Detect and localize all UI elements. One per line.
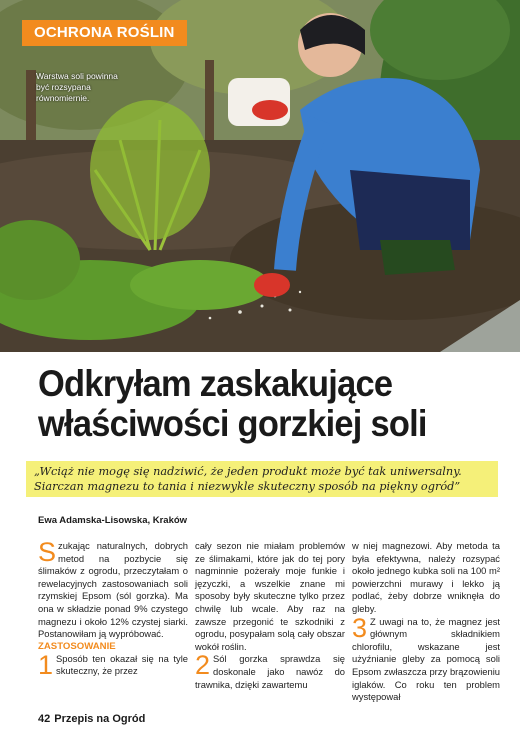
headline-line-1: Odkryłam zaskakujące	[38, 363, 393, 404]
item-2-text: Sól gorzka sprawdza się doskonale jako nawóz do trawnika, dzięki zawartemu	[195, 653, 345, 690]
drop-cap: S	[38, 537, 57, 567]
item-number-1: 1	[38, 649, 54, 680]
article-column-2	[195, 540, 345, 691]
item-1-text: Sposób ten okazał się na tyle skuteczny, że przez	[56, 652, 188, 677]
photo-caption: Warstwa soli powinna być rozsypana równomiernie.	[36, 71, 118, 103]
gardening-scene-illustration	[0, 0, 520, 352]
author-byline: Ewa Adamska-Lisowska, Kraków	[38, 515, 188, 526]
intro-paragraph	[38, 537, 188, 641]
article-photo	[0, 0, 520, 352]
page-footer	[38, 713, 145, 725]
list-item-1	[38, 649, 188, 680]
item-number-3: 3	[352, 612, 368, 643]
article-column-1	[38, 537, 188, 680]
section-tag: OCHRONA ROŚLIN	[22, 20, 187, 46]
pull-quote-line-1: „Wciąż nie mogę się nadziwić, że jeden produkt może być tak uniwersalny.	[34, 465, 462, 478]
magazine-brand: Przepis na Ogród	[54, 713, 146, 725]
headline-line-2: właściwości gorzkiej soli	[38, 403, 427, 444]
item-number-2: 2	[195, 650, 211, 681]
article-headline	[38, 364, 466, 444]
column-2-paragraph: cały sezon nie miałam problemów ze ślimakami, które jak do tej pory nagminnie pożerały moje funkie i języczki, a wszelkie znane mi sposoby były skuteczne tylko przez chwilę lub wcale. Aby raz na zawsze przegonić te szkodniki z ogrodu, posypałam solą cały obszar wokół roślin.	[195, 540, 345, 652]
section-subhead: ZASTOSOWANIE	[38, 640, 116, 652]
pull-quote	[26, 461, 498, 497]
item-3-text: Z uwagi na to, że magnez jest głównym składnikiem chlorofilu, wskazane jest użyźnianie gleby za pomocą soli Epsom zwłaszcza przy brązowieniu iglaków. Co roku ten problem występował	[352, 615, 500, 703]
pull-quote-line-2: Siarczan magnezu to tania i niezwykle skuteczny sposób na piękny ogród”	[34, 480, 461, 493]
page-number: 42	[38, 713, 51, 725]
list-item-2	[195, 650, 345, 691]
article-column-3	[352, 540, 500, 704]
list-item-3	[352, 612, 500, 704]
column-3-paragraph: w niej magnezowi. Aby metoda ta była efektywna, należy rozsypać około jednego kubka soli na 100 m² powierzchni murawy i lekko ją podlać, żeby dobrze wniknęła do gleby.	[352, 540, 500, 614]
intro-text: zukając naturalnych, dobrych metod na pozbycie się ślimaków z ogrodu, przeczytałam o rewelacyjnych zastosowaniach soli rzymskiej Epsom (sól gorzka). Ma ona w składzie ponad 9% czystego magnezu i około 12% czystej siarki. Postanowiłam ją wypróbować.	[38, 540, 188, 640]
